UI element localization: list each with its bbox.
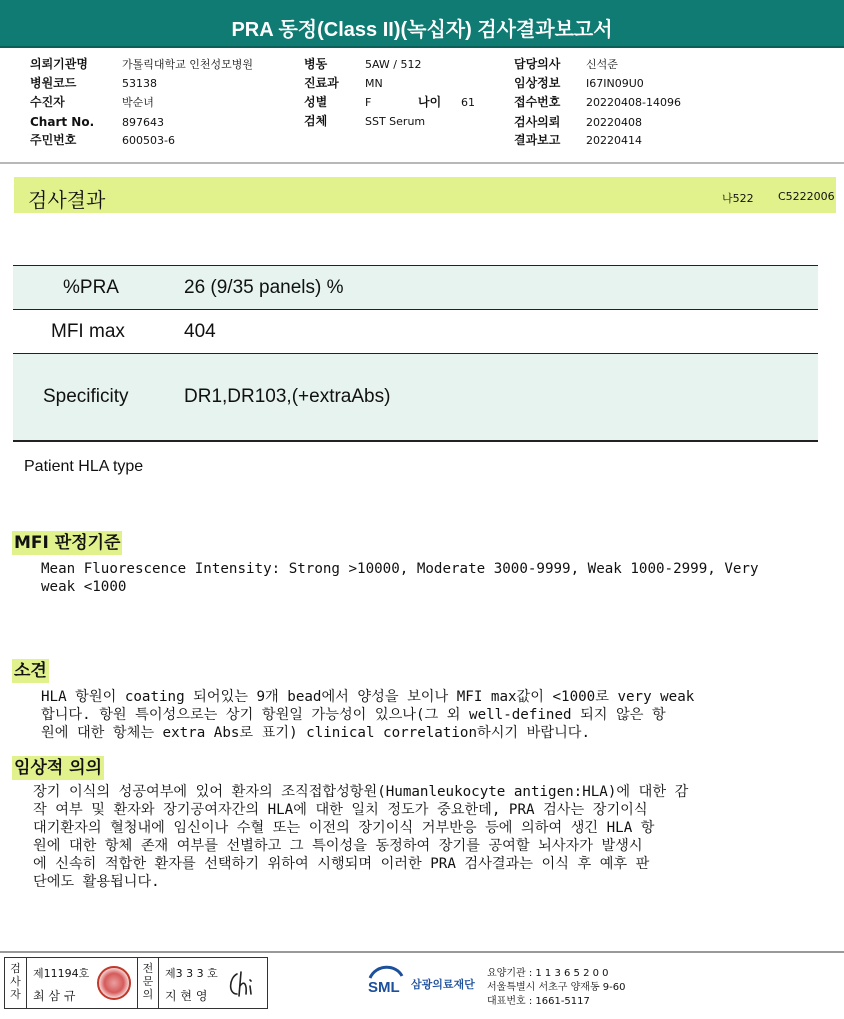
label-hospital-code: 병원코드 <box>30 76 77 90</box>
value-report-date: 20220414 <box>586 134 642 147</box>
results-heading: 검사결과 <box>28 188 106 212</box>
specificity-label: Specificity <box>43 386 129 407</box>
approver-name: 지 현 영 <box>165 989 208 1003</box>
approver-label: 전문의 <box>137 958 159 1008</box>
opinion-line-1: HLA 항원이 coating 되어있는 9개 bead에서 양성을 보이나 MFI max값이 <1000로 very weak <box>41 689 695 705</box>
signature-box <box>4 957 268 1009</box>
value-request-date: 20220408 <box>586 116 642 129</box>
inspector-name: 최 삼 규 <box>33 989 76 1003</box>
value-ward: 5AW / 512 <box>365 58 422 71</box>
table-row-specificity <box>13 354 818 440</box>
table-bottom-border <box>13 440 818 442</box>
label-department: 진료과 <box>304 76 339 90</box>
label-chart-no: Chart No. <box>30 115 95 129</box>
inspector-number: 제11194호 <box>33 967 90 980</box>
table-row-pra <box>13 266 818 309</box>
value-doctor: 신석준 <box>586 58 618 71</box>
label-requesting-org: 의뢰기관명 <box>30 57 88 71</box>
contact-line-1: 요양기관 : 1 1 3 6 5 2 0 0 <box>487 968 609 979</box>
mfi-criteria-heading: MFI 판정기준 <box>14 533 121 553</box>
value-chart-no: 897643 <box>122 116 164 129</box>
signature-icon <box>225 968 263 1000</box>
footer-divider <box>0 951 844 953</box>
clinical-line-3: 대기환자의 혈청내에 임신이나 수혈 또는 이전의 장기이식 거부반응 등에 의하여 생긴 HLA 항 <box>33 820 655 836</box>
opinion-line-3: 원에 대한 항체는 extra Abs로 표기) clinical correlation하시기 바랍니다. <box>41 725 591 741</box>
report-title-bar <box>0 0 844 48</box>
value-requesting-org: 가톨릭대학교 인천성모병원 <box>122 58 254 71</box>
table-row-mfi <box>13 310 818 353</box>
value-patient: 박순녀 <box>122 96 154 109</box>
results-code-1: 나522 <box>722 192 754 205</box>
label-resident-no: 주민번호 <box>30 133 77 147</box>
value-age: 61 <box>461 96 475 109</box>
label-specimen: 검체 <box>304 114 328 128</box>
mfi-criteria-line-2: weak <1000 <box>41 579 127 595</box>
results-section-header <box>14 177 836 213</box>
clinical-line-2: 작 여부 및 환자와 장기공여자간의 HLA에 대한 일치 정도가 중요한데, PRA 검사는 장기이식 <box>33 802 648 818</box>
patient-hla-type-label: Patient HLA type <box>24 458 144 475</box>
label-age: 나이 <box>418 95 442 109</box>
mfi-max-label: MFI max <box>51 321 125 342</box>
value-specimen: SST Serum <box>365 115 426 128</box>
mfi-criteria-line-1: Mean Fluorescence Intensity: Strong >10000, Moderate 3000-9999, Weak 1000-2999, Very <box>41 561 759 577</box>
label-report-date: 결과보고 <box>514 133 561 147</box>
value-receipt-no: 20220408-14096 <box>586 96 681 109</box>
value-clinical-info: I67IN09U0 <box>586 77 644 90</box>
value-sex: F <box>365 96 372 109</box>
svg-text:SML: SML <box>368 979 400 996</box>
value-resident-no: 600503-6 <box>122 134 175 147</box>
report-title: PRA 동정(Class II)(녹십자) 검사결과보고서 <box>231 19 613 41</box>
pra-value: 26 (9/35 panels) % <box>184 277 344 298</box>
label-sex: 성별 <box>304 95 328 109</box>
clinical-line-5: 에 신속히 적합한 환자를 선택하기 위하여 시행되며 이러한 PRA 검사결과는 이식 후 예후 판 <box>33 856 650 872</box>
org-name: 삼광의료재단 <box>411 978 475 991</box>
opinion-line-2: 합니다. 항원 특이성으로는 상기 항원일 가능성이 있으나(그 외 well-defined 되지 않은 항 <box>41 707 666 723</box>
results-code-2: C5222006 <box>778 190 835 203</box>
label-ward: 병동 <box>304 57 328 71</box>
specificity-value: DR1,DR103,(+extraAbs) <box>184 386 391 407</box>
official-seal-icon <box>97 966 131 1000</box>
label-clinical-info: 임상정보 <box>514 76 561 90</box>
approver-number: 제3 3 3 호 <box>165 967 218 980</box>
contact-line-2: 서울특별시 서초구 양재동 9-60 <box>487 982 626 993</box>
label-request-date: 검사의뢰 <box>514 115 561 129</box>
label-patient: 수진자 <box>30 95 65 109</box>
clinical-line-6: 단에도 활용됩니다. <box>33 874 160 890</box>
value-department: MN <box>365 77 383 90</box>
header-divider <box>0 162 844 164</box>
mfi-max-value: 404 <box>184 321 216 342</box>
label-doctor: 담당의사 <box>514 57 561 71</box>
clinical-heading: 임상적 의의 <box>14 758 103 778</box>
value-hospital-code: 53138 <box>122 77 157 90</box>
sml-logo-icon <box>366 962 406 1000</box>
label-receipt-no: 접수번호 <box>514 95 561 109</box>
clinical-line-1: 장기 이식의 성공여부에 있어 환자의 조직접합성항원(Humanleukocyte antigen:HLA)에 대한 감 <box>33 784 689 800</box>
opinion-heading: 소견 <box>14 661 47 681</box>
contact-line-3: 대표번호 : 1661-5117 <box>487 996 590 1007</box>
clinical-line-4: 원에 대한 항체 존재 여부를 선별하고 그 특이성을 동정하여 장기를 공여할 뇌사자가 발생시 <box>33 838 643 854</box>
pra-label: %PRA <box>63 277 119 298</box>
inspector-label: 검사자 <box>5 958 27 1008</box>
